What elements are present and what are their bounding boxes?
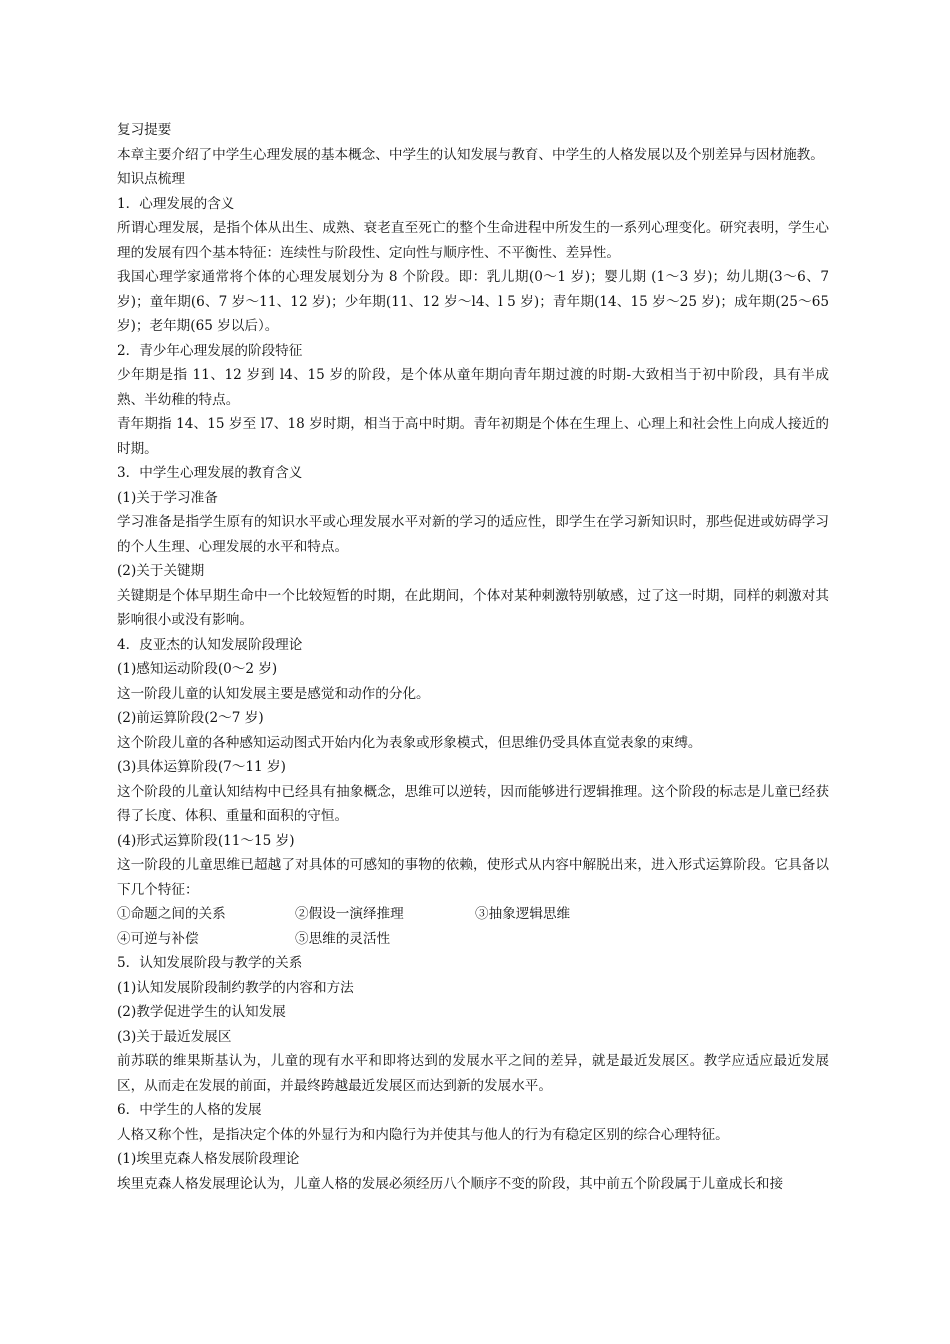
section-2-heading: 2．青少年心理发展的阶段特征 — [117, 342, 303, 359]
feature-item: ④可逆与补偿 — [117, 930, 199, 947]
section-5-heading: 5．认知发展阶段与教学的关系 — [117, 955, 303, 971]
section-1-paragraph-2: 我国心理学家通常将个体的心理发展划分为 8 个阶段。即：乳儿期(0～1 岁)；婴儿期 (1～3 岁)；幼儿期(3～6、7 岁)；童年期(6、7 岁～11、12 岁)；少年期(11、12 岁～l4、l 5 岁)；青年期(14、15 岁～25 岁)；成年期(25～65 岁)；老年期(65 岁以后）。 — [117, 269, 829, 334]
outline-heading: 知识点梳理 — [117, 171, 185, 187]
section-6-paragraph-2: 埃里克森人格发展理论认为，儿童人格的发展必须经历八个顺序不变的阶段，其中前五个阶段属于儿童成长和接 — [117, 1175, 784, 1192]
feature-row — [117, 927, 829, 952]
section-4-subheading-4: (4)形式运算阶段(11～15 岁) — [117, 832, 295, 849]
section-2-paragraph-2: 青年期指 14、15 岁至 l7、18 岁时期，相当于高中时期。青年初期是个体在生理上、心理上和社会性上向成人接近的时期。 — [117, 416, 829, 457]
section-1-paragraph-1: 所谓心理发展，是指个体从出生、成熟、衰老直至死亡的整个生命进程中所发生的一系列心理变化。研究表明，学生心理的发展有四个基本特征：连续性与阶段性、定向性与顺序性、不平衡性、差异性。 — [117, 220, 829, 261]
section-1-heading: 1．心理发展的含义 — [117, 195, 235, 212]
section-5-subheading-1: (1)认知发展阶段制约教学的内容和方法 — [117, 979, 354, 996]
section-4-paragraph-2: 这个阶段儿童的各种感知运动图式开始内化为表象或形象模式，但思维仍受具体直觉表象的束缚。 — [117, 734, 702, 751]
feature-item: ②假设一演绎推理 — [295, 906, 404, 922]
document-page — [117, 118, 829, 1196]
feature-item: ③抽象逻辑思维 — [475, 906, 571, 922]
feature-item: ①命题之间的关系 — [117, 906, 226, 922]
section-2-paragraph-1: 少年期是指 11、12 岁到 l4、15 岁的阶段，是个体从童年期向青年期过渡的时期-大致相当于初中阶段，具有半成熟、半幼稚的特点。 — [117, 367, 829, 408]
intro-paragraph: 本章主要介绍了中学生心理发展的基本概念、中学生的认知发展与教育、中学生的人格发展以及个别差异与因材施教。 — [117, 146, 824, 163]
section-3-subheading-2: (2)关于关键期 — [117, 563, 205, 579]
section-5-subheading-2: (2)教学促进学生的认知发展 — [117, 1004, 286, 1020]
section-5-subheading-3: (3)关于最近发展区 — [117, 1028, 232, 1045]
section-6-paragraph-1: 人格又称个性，是指决定个体的外显行为和内隐行为并使其与他人的行为有稳定区别的综合心理特征。 — [117, 1126, 729, 1143]
section-4-subheading-3: (3)具体运算阶段(7～11 岁) — [117, 759, 286, 775]
section-3-paragraph-2: 关键期是个体早期生命中一个比较短暂的时期，在此期间，个体对某种刺激特别敏感，过了这一时期，同样的刺激对其影响很小或没有影响。 — [117, 587, 829, 628]
section-4-paragraph-3: 这个阶段的儿童认知结构中已经具有抽象概念，思维可以逆转，因而能够进行逻辑推理。这个阶段的标志是儿童已经获得了长度、体积、重量和面积的守恒。 — [117, 783, 829, 824]
section-3-subheading-1: (1)关于学习准备 — [117, 489, 218, 506]
section-3-heading: 3．中学生心理发展的教育含义 — [117, 465, 303, 481]
feature-row — [117, 902, 829, 927]
section-3-paragraph-1: 学习准备是指学生原有的知识水平或心理发展水平对新的学习的适应性，即学生在学习新知识时，那些促进或妨碍学习的个人生理、心理发展的水平和特点。 — [117, 514, 829, 555]
document-title: 复习提要 — [117, 122, 172, 138]
section-6-heading: 6．中学生的人格的发展 — [117, 1102, 262, 1118]
feature-item: ⑤思维的灵活性 — [295, 930, 391, 947]
section-4-subheading-2: (2)前运算阶段(2～7 岁) — [117, 710, 264, 726]
section-4-paragraph-4: 这一阶段的儿童思维已超越了对具体的可感知的事物的依赖，使形式从内容中解脱出来，进入形式运算阶段。它具备以下几个特征： — [117, 857, 829, 898]
section-4-paragraph-1: 这一阶段儿童的认知发展主要是感觉和动作的分化。 — [117, 685, 430, 702]
section-5-paragraph-1: 前苏联的维果斯基认为，儿童的现有水平和即将达到的发展水平之间的差异，就是最近发展区。教学应适应最近发展区，从而走在发展的前面，并最终跨越最近发展区而达到新的发展水平。 — [117, 1053, 829, 1094]
section-4-heading: 4．皮亚杰的认知发展阶段理论 — [117, 636, 303, 653]
formal-operation-features — [117, 902, 829, 951]
section-4-subheading-1: (1)感知运动阶段(0～2 岁) — [117, 661, 278, 677]
section-6-subheading-1: (1)埃里克森人格发展阶段理论 — [117, 1151, 300, 1167]
